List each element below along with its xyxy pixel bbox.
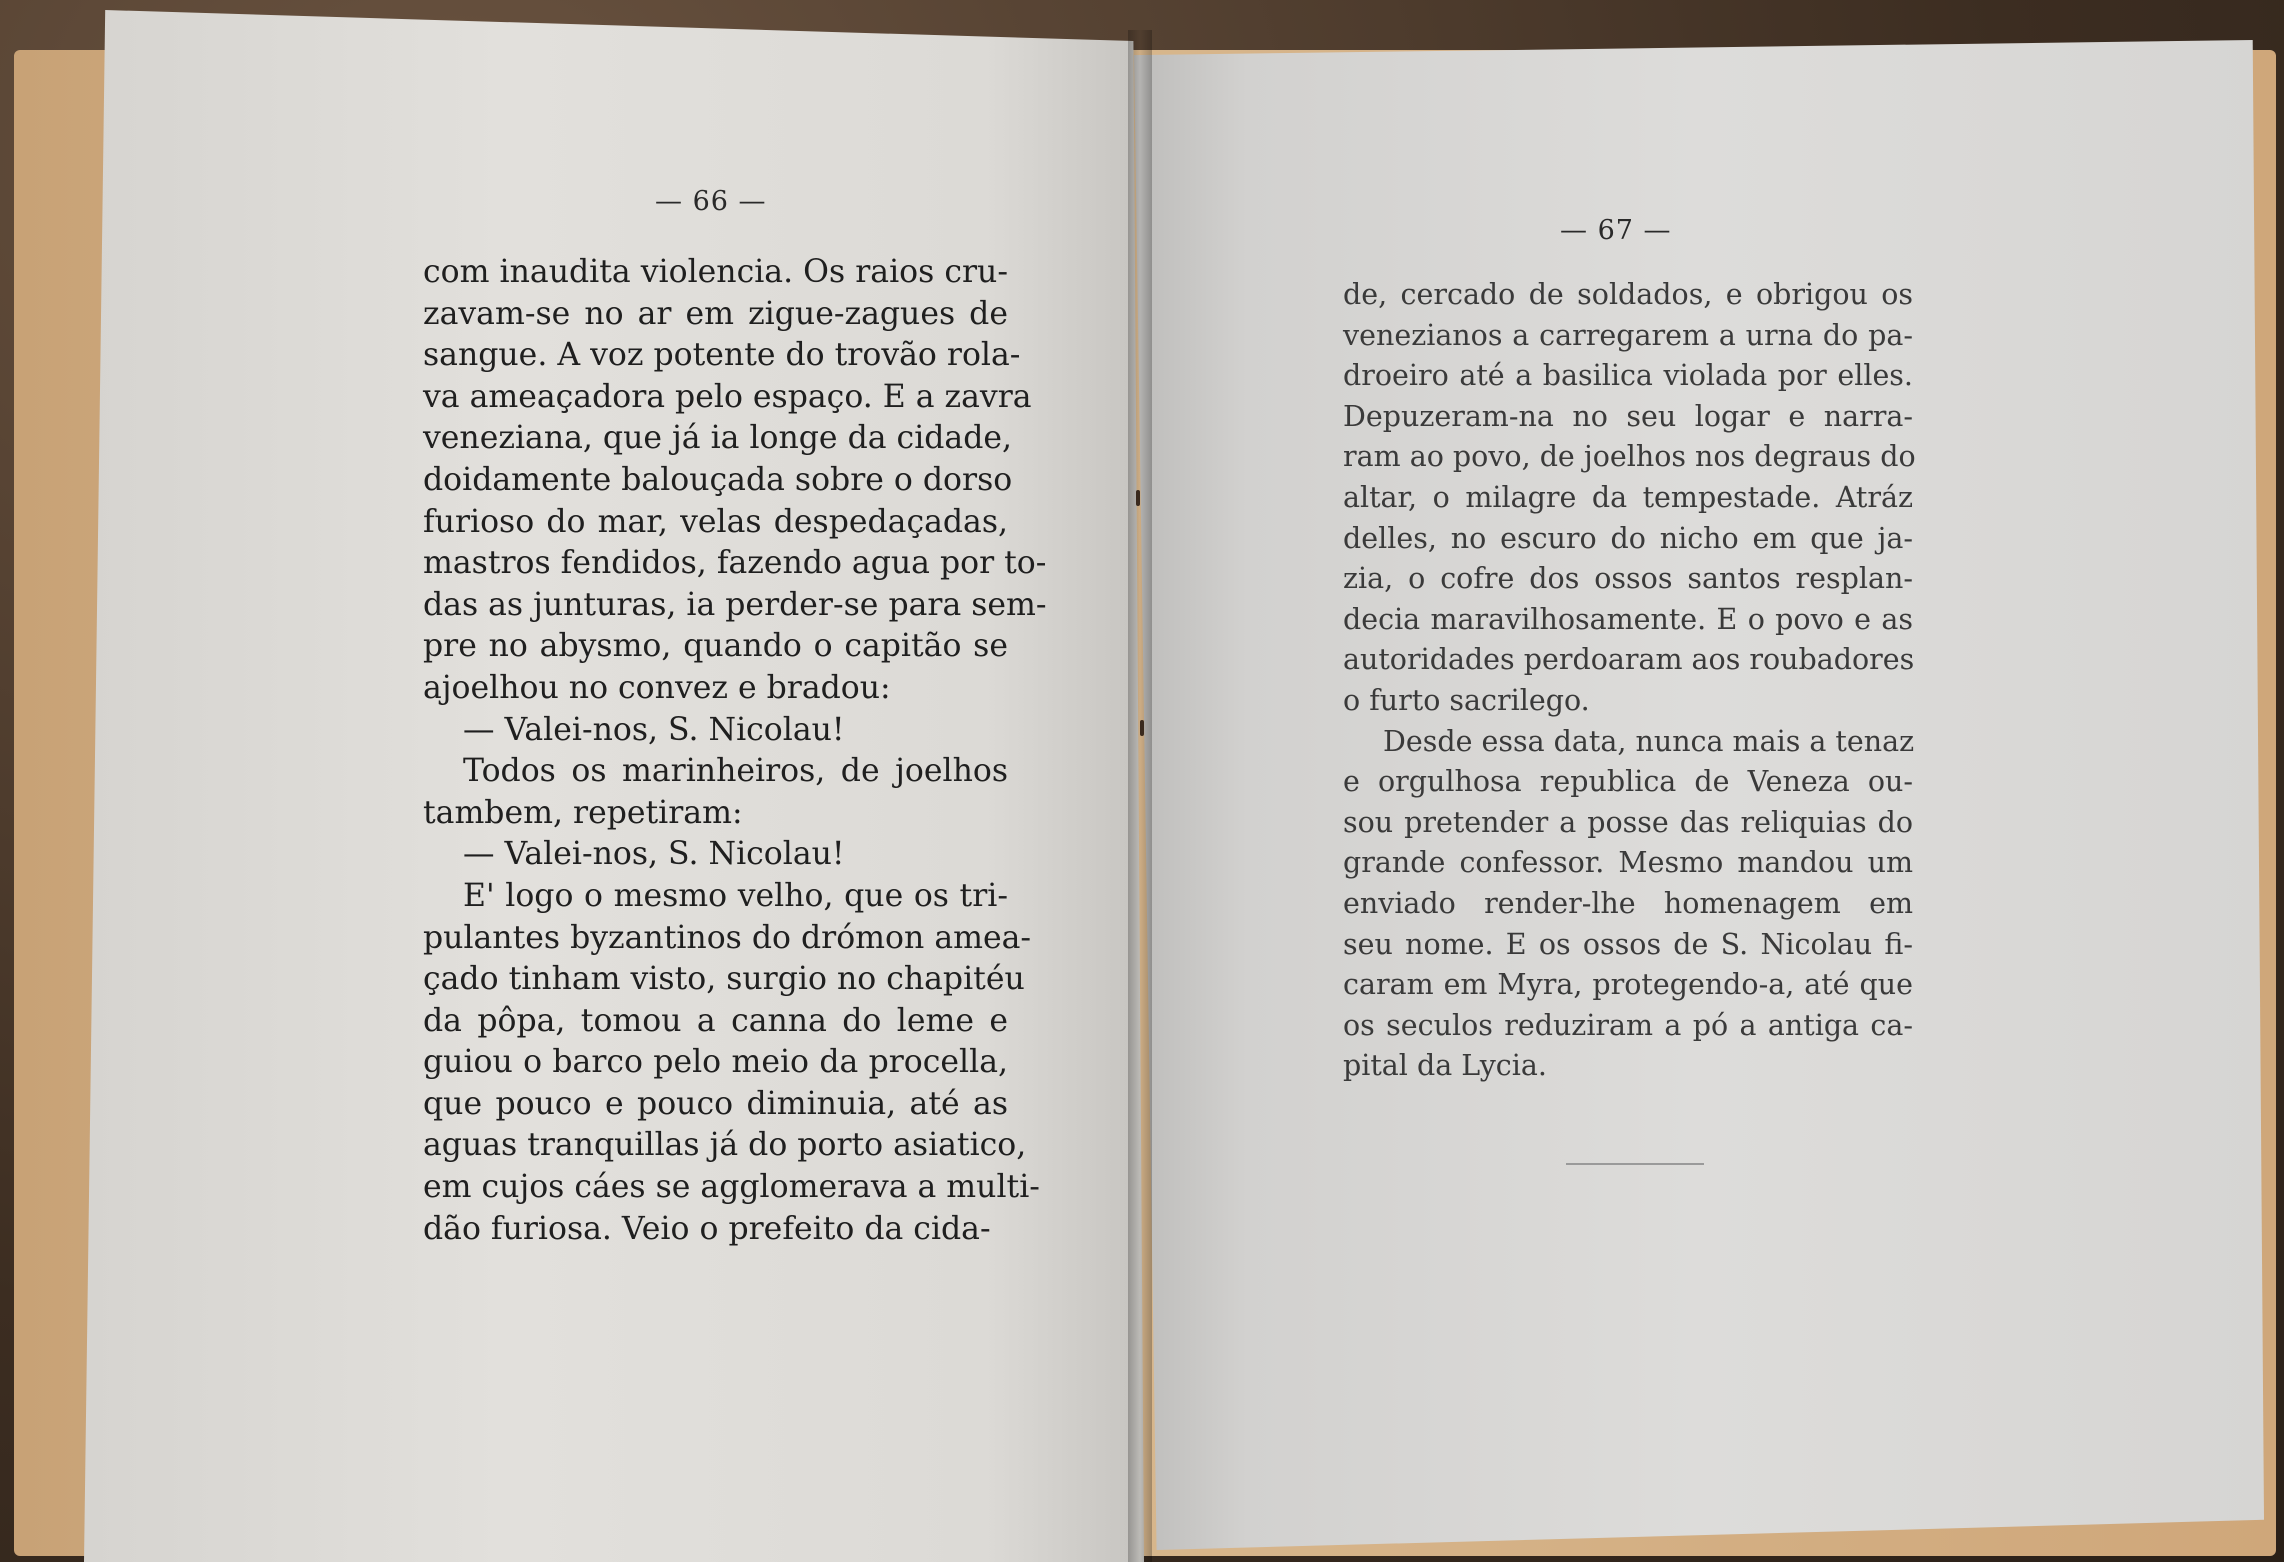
text-line: da pôpa, tomou a canna do leme e <box>423 1002 1008 1039</box>
text-line: das as junturas, ia perder-se para sem- <box>423 586 1047 623</box>
text-line: com inaudita violencia. Os raios cru- <box>423 254 1008 290</box>
text-line: Todos os marinheiros, de joelhos <box>463 753 1008 790</box>
text-line: e orgulhosa republica de Veneza ou- <box>1343 765 1913 799</box>
text-line: zavam-se no ar em zigue-zagues de <box>423 295 1008 332</box>
text-line: em cujos cáes se agglomerava a multi- <box>423 1169 1040 1206</box>
text-line: que pouco e pouco diminuia, até as <box>423 1085 1008 1122</box>
text-line: mastros fendidos, fazendo agua por to- <box>423 545 1047 582</box>
text-line: pulantes byzantinos do drómon amea- <box>423 919 1032 956</box>
text-line: decia maravilhosamente. E o povo e as <box>1343 602 1913 636</box>
right-page-text <box>1343 275 1916 1087</box>
text-line: E' logo o mesmo velho, que os tri- <box>463 877 1008 914</box>
text-line: sou pretender a posse das reliquias do <box>1343 805 1913 839</box>
text-line: delles, no escuro do nicho em que ja- <box>1343 521 1913 555</box>
text-line: va ameaçadora pelo espaço. E a zavra <box>423 378 1032 415</box>
text-line: enviado render-lhe homenagem em <box>1343 886 1913 920</box>
text-line: pital da Lycia. <box>1343 1049 1547 1083</box>
text-line: de, cercado de soldados, e obrigou os <box>1343 278 1913 311</box>
left-page-text <box>423 252 1047 1250</box>
text-line: venezianos a carregarem a urna do pa- <box>1343 318 1913 352</box>
text-line: caram em Myra, protegendo-a, até que <box>1343 968 1913 1002</box>
text-line: guiou o barco pelo meio da procella, <box>423 1044 1008 1081</box>
text-line: Depuzeram-na no seu logar e narra- <box>1343 399 1913 433</box>
binding-thread-middle <box>1140 720 1144 736</box>
text-line: droeiro até a basilica violada por elles. <box>1343 359 1913 393</box>
text-line: tambem, repetiram: <box>423 794 743 831</box>
text-line: furioso do mar, velas despedaçadas, <box>423 503 1008 540</box>
left-page-number: — 66 — <box>655 186 767 217</box>
text-line: o furto sacrilego. <box>1343 683 1590 717</box>
binding-thread-top <box>1136 490 1140 506</box>
text-line: os seculos reduziram a pó a antiga ca- <box>1343 1008 1913 1042</box>
text-line: — Valei-nos, S. Nicolau! <box>463 836 845 873</box>
text-line: aguas tranquillas já do porto asiatico, <box>423 1127 1027 1164</box>
book-gutter <box>1128 30 1152 1562</box>
text-line: pre no abysmo, quando o capitão se <box>423 628 1008 665</box>
text-line: çado tinham visto, surgio no chapitéu <box>423 961 1025 998</box>
text-line: altar, o milagre da tempestade. Atráz <box>1343 480 1913 514</box>
text-line: seu nome. E os ossos de S. Nicolau fi- <box>1343 927 1913 961</box>
chapter-end-rule <box>1566 1163 1704 1165</box>
text-line: veneziana, que já ia longe da cidade, <box>423 420 1013 457</box>
text-line: grande confessor. Mesmo mandou um <box>1343 846 1913 880</box>
text-line: doidamente balouçada sobre o dorso <box>423 461 1013 498</box>
text-line: ram ao povo, de joelhos nos degraus do <box>1343 440 1916 474</box>
text-line: — Valei-nos, S. Nicolau! <box>463 711 845 748</box>
text-line: sangue. A voz potente do trovão rola- <box>423 337 1021 374</box>
text-line: dão furiosa. Veio o prefeito da cida- <box>423 1210 991 1247</box>
text-line: Desde essa data, nunca mais a tenaz <box>1383 724 1915 758</box>
text-line: autoridades perdoaram aos roubadores <box>1343 643 1915 677</box>
text-line: ajoelhou no convez e bradou: <box>423 669 891 706</box>
right-page-number: — 67 — <box>1560 215 1672 246</box>
text-line: zia, o cofre dos ossos santos resplan- <box>1343 562 1913 596</box>
